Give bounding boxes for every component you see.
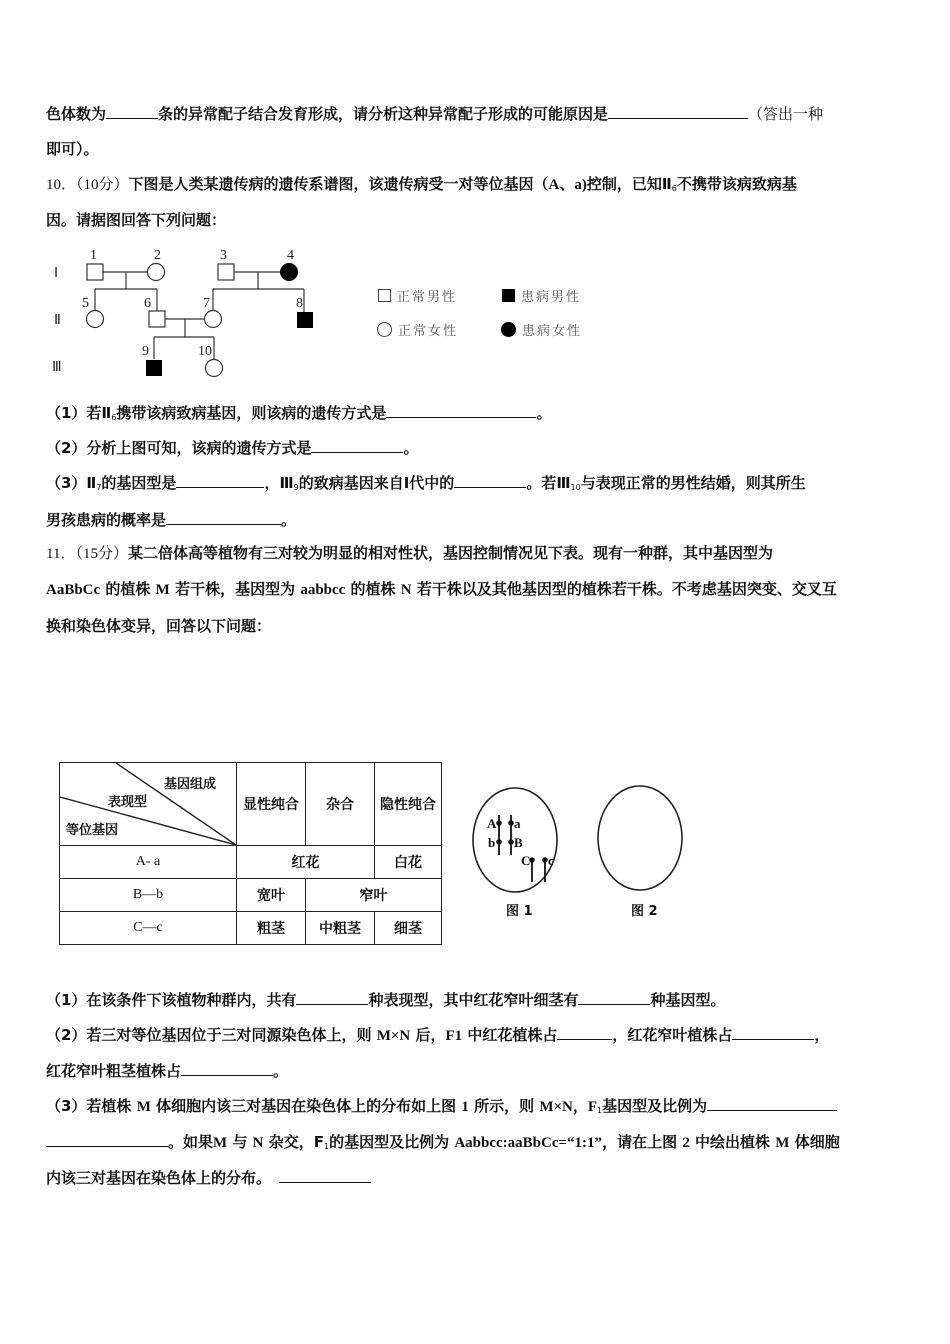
- q10-sub2: （2）分析上图可知，该病的遗传方式是 。: [46, 436, 418, 458]
- answer-blank[interactable]: [46, 1130, 168, 1147]
- filled-square-icon: [502, 289, 515, 302]
- individual-5-normal-female: [87, 311, 104, 328]
- answer-blank[interactable]: [454, 471, 526, 488]
- generation-label-I: Ⅰ: [54, 266, 59, 281]
- q11-stem-line-1: 11．（15分）某二倍体高等植物有三对较为明显的相对性状，基因控制情况见下表。现有一种群，其中基因型为: [46, 544, 773, 562]
- svg-text:6: 6: [144, 296, 151, 311]
- svg-text:C: C: [521, 853, 531, 868]
- cell-figures: [468, 780, 698, 920]
- figure-2-cell: [598, 786, 682, 890]
- figure-1-label: 图 1: [506, 904, 533, 919]
- q11-sub3-line-3: 内该三对基因在染色体上的分布。: [46, 1166, 371, 1188]
- header-recessive-homozygous: 隐性纯合: [375, 763, 442, 846]
- table-row: [60, 846, 442, 879]
- answer-blank[interactable]: [578, 988, 650, 1005]
- answer-blank[interactable]: [166, 508, 281, 525]
- svg-text:8: 8: [296, 296, 303, 311]
- q10-sub3-line-2: 男孩患病的概率是 。: [46, 508, 296, 530]
- legend-affected-female: 患病女性: [501, 320, 582, 339]
- phenotype-cell: 粗茎: [237, 912, 306, 945]
- square-icon: [378, 289, 391, 302]
- table-corner-header: 基因组成 表现型 等位基因: [60, 763, 237, 846]
- q11-stem-line-2: AaBbCc 的植株 M 若干株，基因型为 aabbcc 的植株 N 若干株以及其他基因型的植株若干株。不考虑基因突变、交叉互: [46, 580, 837, 598]
- q10-stem-line-2: 因。请据图回答下列问题：: [46, 211, 227, 229]
- gene-phenotype-table: [59, 762, 442, 945]
- answer-blank[interactable]: [707, 1094, 837, 1111]
- intro-line-1: 色体数为 条的异常配子结合发育形成，请分析这种异常配子形成的可能原因是 （答出一种: [46, 102, 823, 125]
- q10-stem-line-1: 10．（10分）下图是人类某遗传病的遗传系谱图，该遗传病受一对等位基因（A、a)控制，已知$Ⅱ_6$不携带该病致病基: [46, 175, 797, 193]
- svg-text:7: 7: [203, 296, 210, 311]
- q11-stem-line-3: 换和染色体变异，回答以下问题：: [46, 617, 272, 635]
- individual-9-affected-male: [146, 360, 162, 376]
- generation-label-II: Ⅱ: [54, 313, 61, 328]
- svg-text:4: 4: [287, 248, 294, 263]
- individual-10-normal-female: [206, 360, 223, 377]
- table-row: [60, 879, 442, 912]
- answer-blank[interactable]: [106, 102, 158, 119]
- legend-normal-female: 正常女性: [377, 320, 458, 339]
- q11-sub3-line-2: 。如果M 与 N 杂交，$F_1$的基因型及比例为 Aabbcc:aaBbCc=“1:1”，请在上图 2 中绘出植株 M 体细胞: [46, 1130, 840, 1157]
- answer-blank[interactable]: [732, 1023, 814, 1040]
- answer-blank[interactable]: [608, 102, 748, 119]
- individual-1-normal-male: [87, 264, 103, 280]
- phenotype-cell: 中粗茎: [306, 912, 375, 945]
- q11-sub3-line-1: （3）若植株 M 体细胞内该三对基因在染色体上的分布如上图 1 所示，则 M×N，$F_1$基因型及比例为: [46, 1094, 837, 1121]
- answer-blank[interactable]: [296, 988, 368, 1005]
- answer-blank[interactable]: [181, 1059, 273, 1076]
- legend-normal-male: 正常男性: [378, 286, 457, 305]
- svg-text:c: c: [548, 853, 554, 868]
- header-heterozygous: 杂合: [306, 763, 375, 846]
- svg-text:A: A: [487, 816, 497, 831]
- svg-text:B: B: [514, 835, 523, 850]
- individual-3-normal-male: [218, 264, 234, 280]
- svg-text:2: 2: [154, 248, 161, 263]
- intro-line-2: 即可）。: [46, 140, 99, 158]
- answer-blank[interactable]: [557, 1023, 612, 1040]
- svg-text:3: 3: [220, 248, 227, 263]
- table-row: [60, 912, 442, 945]
- figure-2-label: 图 2: [631, 904, 658, 919]
- generation-label-III: Ⅲ: [52, 360, 62, 375]
- answer-blank[interactable]: [311, 436, 403, 453]
- q10-sub1: （1）若$Ⅱ_6$携带该病致病基因，则该病的遗传方式是 。: [46, 401, 551, 428]
- phenotype-cell: 细茎: [375, 912, 442, 945]
- phenotype-cell: 窄叶: [306, 879, 442, 912]
- individual-4-affected-female: [281, 264, 298, 281]
- gene-cell: B—b: [60, 879, 237, 912]
- svg-text:1: 1: [90, 248, 97, 263]
- gene-cell: A- a: [60, 846, 237, 879]
- answer-blank[interactable]: [279, 1166, 371, 1183]
- circle-icon: [377, 322, 392, 337]
- q11-sub2-line-2: 红花窄叶粗茎植株占 。: [46, 1059, 288, 1081]
- q11-sub1: （1）在该条件下该植物种群内，共有 种表现型，其中红花窄叶细茎有 种基因型。: [46, 988, 725, 1010]
- gene-cell: C—c: [60, 912, 237, 945]
- q10-sub3-line-1: $(3)Ⅱ_7$的基因型是 ，$Ⅲ_9$的致病基因来自Ⅰ代中的 。若$Ⅲ_{10}$与表现正常的男性结婚，则其所生: [46, 471, 806, 498]
- svg-text:5: 5: [82, 296, 89, 311]
- individual-6-normal-male: [149, 311, 165, 327]
- individual-7-normal-female: [205, 311, 222, 328]
- q11-sub2-line-1: （2）若三对等位基因位于三对同源染色体上，则 M×N 后，F1 中红花植株占 ，红花窄叶植株占 ，: [46, 1023, 829, 1046]
- pedigree-chart: [40, 240, 340, 380]
- phenotype-cell: 红花: [237, 846, 375, 879]
- svg-text:b: b: [488, 835, 496, 850]
- individual-8-affected-male: [297, 312, 313, 328]
- header-dominant-homozygous: 显性纯合: [237, 763, 306, 846]
- svg-text:10: 10: [198, 344, 212, 359]
- legend-affected-male: 患病男性: [502, 286, 581, 305]
- filled-circle-icon: [501, 322, 516, 337]
- phenotype-cell: 白花: [375, 846, 442, 879]
- svg-text:a: a: [514, 816, 521, 831]
- phenotype-cell: 宽叶: [237, 879, 306, 912]
- svg-text:9: 9: [142, 344, 149, 359]
- answer-blank[interactable]: [386, 401, 536, 418]
- individual-2-normal-female: [148, 264, 165, 281]
- answer-blank[interactable]: [176, 471, 264, 488]
- pedigree-legend: [372, 282, 602, 342]
